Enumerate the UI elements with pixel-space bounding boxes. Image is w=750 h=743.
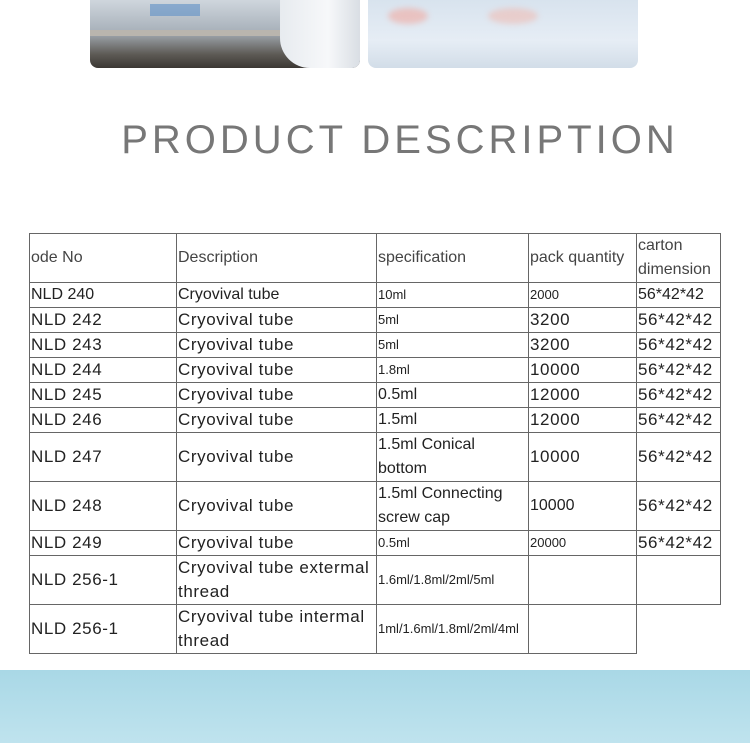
table-row [30, 358, 721, 383]
cell-carton: 56*42*42 [637, 358, 721, 383]
tube-cap-blur [388, 8, 428, 24]
cell-description: Cryovival tube [177, 433, 377, 482]
tube-cap-blur [488, 8, 538, 24]
cell-carton: 56*42*42 [637, 308, 721, 333]
cell-pack-quantity: 2000 [529, 283, 637, 308]
cell-code: NLD 243 [30, 333, 177, 358]
cell-code: NLD 245 [30, 383, 177, 408]
header-carton-dimension: carton dimension [637, 234, 721, 283]
cell-carton: 56*42*42 [637, 433, 721, 482]
cell-description: Cryovival tube [177, 358, 377, 383]
cell-pack-quantity: 12000 [529, 408, 637, 433]
cell-specification: 1.8ml [377, 358, 529, 383]
cell-pack-quantity: 3200 [529, 333, 637, 358]
table-row [30, 283, 721, 308]
cell-code: NLD 242 [30, 308, 177, 333]
cell-code: NLD 244 [30, 358, 177, 383]
header-code: ode No [30, 234, 177, 283]
header-pack-quantity: pack quantity [529, 234, 637, 283]
cell-code: NLD 249 [30, 531, 177, 556]
cell-carton: 56*42*42 [637, 333, 721, 358]
lab-photo-right [368, 0, 638, 68]
table-row [30, 482, 721, 531]
cell-specification: 10ml [377, 283, 529, 308]
cell-code: NLD 246 [30, 408, 177, 433]
table-header-row [30, 234, 721, 283]
cell-pack-quantity: 10000 [529, 433, 637, 482]
cell-carton: 56*42*42 [637, 482, 721, 531]
cell-description: Cryovival tube [177, 383, 377, 408]
cell-carton: 56*42*42 [637, 383, 721, 408]
cell-specification: 5ml [377, 308, 529, 333]
bottom-banner-image [0, 670, 750, 743]
cell-description: Cryovival tube [177, 482, 377, 531]
table-row [30, 308, 721, 333]
cell-specification: 0.5ml [377, 531, 529, 556]
cell-description: Cryovival tube [177, 531, 377, 556]
table-row [30, 605, 721, 654]
cell-specification: 1.5ml Conical bottom [377, 433, 529, 482]
cell-code: NLD 256-1 [30, 556, 177, 605]
section-heading: PRODUCT DESCRIPTION [121, 118, 679, 162]
cell-specification: 5ml [377, 333, 529, 358]
table-row [30, 556, 721, 605]
cell-code: NLD 248 [30, 482, 177, 531]
cell-pack-quantity: 10000 [529, 358, 637, 383]
cell-description: Cryovival tube intermal thread [177, 605, 377, 654]
cell-carton: 56*42*42 [637, 283, 721, 308]
lab-photo-left [90, 0, 360, 68]
header-description: Description [177, 234, 377, 283]
table-row [30, 333, 721, 358]
cell-pack-quantity [529, 556, 637, 605]
cell-pack-quantity: 12000 [529, 383, 637, 408]
cell-specification: 1.5ml Connecting screw cap [377, 482, 529, 531]
cell-description: Cryovival tube extermal thread [177, 556, 377, 605]
cell-specification: 0.5ml [377, 383, 529, 408]
cell-carton: 56*42*42 [637, 408, 721, 433]
lab-worker-coat [280, 0, 360, 68]
table-row [30, 408, 721, 433]
table-row [30, 383, 721, 408]
product-table [29, 233, 721, 654]
cell-carton: 56*42*42 [637, 531, 721, 556]
table-row [30, 531, 721, 556]
cell-description: Cryovival tube [177, 308, 377, 333]
cell-carton [637, 556, 721, 605]
lab-equipment-shape [150, 4, 200, 16]
cell-description: Cryovival tube [177, 333, 377, 358]
cell-pack-quantity: 10000 [529, 482, 637, 531]
cell-code: NLD 240 [30, 283, 177, 308]
cell-specification: 1ml/1.6ml/1.8ml/2ml/4ml [377, 605, 529, 654]
cell-description: Cryovival tube [177, 283, 377, 308]
cell-carton-empty [637, 605, 721, 654]
cell-pack-quantity: 3200 [529, 308, 637, 333]
cell-description: Cryovival tube [177, 408, 377, 433]
cell-code: NLD 247 [30, 433, 177, 482]
header-specification: specification [377, 234, 529, 283]
cell-specification: 1.6ml/1.8ml/2ml/5ml [377, 556, 529, 605]
table-row [30, 433, 721, 482]
cell-code: NLD 256-1 [30, 605, 177, 654]
cell-pack-quantity: 20000 [529, 531, 637, 556]
cell-pack-quantity [529, 605, 637, 654]
cell-specification: 1.5ml [377, 408, 529, 433]
